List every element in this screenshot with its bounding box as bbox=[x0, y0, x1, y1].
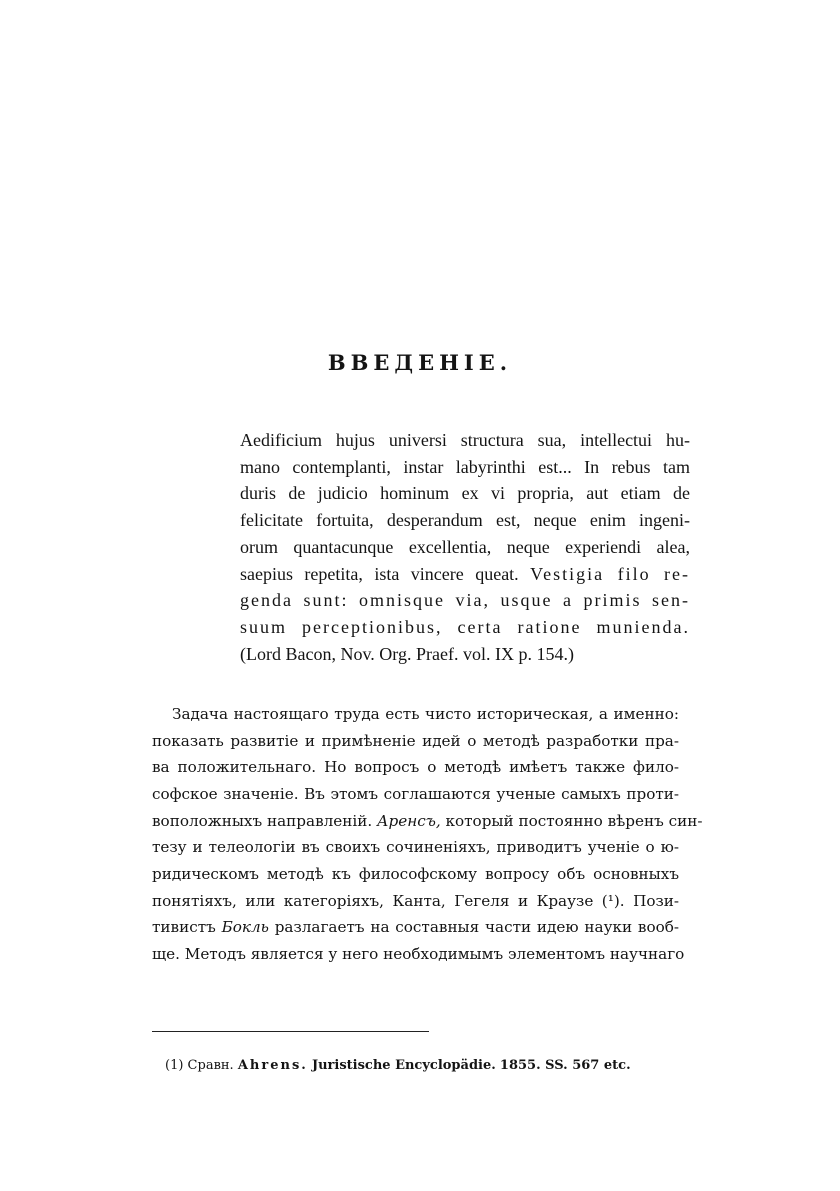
epigraph-spaced-segment: Vestigia filo re- bbox=[530, 563, 690, 584]
epigraph-block bbox=[240, 427, 690, 667]
footnote-divider bbox=[152, 1031, 429, 1032]
body-segment: тивистъ bbox=[152, 918, 216, 937]
epigraph-line: genda sunt: omnisque via, usque a primis sen- bbox=[240, 590, 690, 611]
epigraph-citation: (Lord Bacon, Nov. Org. Praef. vol. IX p. 154.) bbox=[240, 643, 574, 664]
epigraph-line: orum quantacunque excellentia, neque experiendi alea, bbox=[240, 536, 690, 557]
body-line: ще. Методъ является у него необходимымъ элементомъ научнаго bbox=[152, 944, 685, 963]
epigraph-segment: saepius repetita, ista vincere queat. bbox=[240, 563, 519, 584]
body-text bbox=[152, 701, 703, 968]
body-line: ва положительнаго. Но вопросъ о методѣ имѣетъ также фило- bbox=[152, 758, 679, 777]
footnote-marker: (1) Сравн. bbox=[165, 1058, 234, 1073]
epigraph-line: mano contemplanti, instar labyrinthi est... In rebus tam bbox=[240, 456, 690, 477]
epigraph-line-split bbox=[240, 561, 690, 588]
footnote-author: Ahrens. bbox=[237, 1058, 308, 1073]
body-line-with-italic bbox=[152, 808, 703, 835]
body-line: софское значеніе. Въ этомъ соглашаются ученые самыхъ проти- bbox=[152, 784, 679, 803]
epigraph-line: suum perceptionibus, certa ratione munienda. bbox=[240, 616, 690, 637]
author-name-italic: Аренсъ, bbox=[377, 811, 441, 830]
epigraph-line: felicitate fortuita, desperandum est, neque enim ingeni- bbox=[240, 510, 690, 531]
body-line-with-italic bbox=[152, 914, 679, 941]
footnote bbox=[165, 1058, 631, 1073]
body-line: тезу и телеологіи въ своихъ сочиненіяхъ, приводитъ ученіе о ю- bbox=[152, 838, 679, 857]
body-line: понятіяхъ, или категоріяхъ, Канта, Гегеля и Краузе (¹). Пози- bbox=[152, 891, 679, 910]
body-line: показать развитіе и примѣненіе идей о методѣ разработки пра- bbox=[152, 731, 679, 750]
body-segment: разлагаетъ на составныя части идею науки вооб- bbox=[274, 918, 680, 937]
footnote-work: Juristische Encyclopädie. bbox=[311, 1058, 496, 1073]
body-segment: воположныхъ направленій. bbox=[152, 811, 373, 830]
epigraph-line: duris de judicio hominum ex vi propria, aut etiam de bbox=[240, 483, 690, 504]
author-name-italic: Бокль bbox=[221, 918, 269, 937]
epigraph-line: Aedificium hujus universi structura sua, intellectui hu- bbox=[240, 430, 690, 450]
body-segment: который постоянно вѣренъ син- bbox=[445, 811, 703, 830]
body-line: ридическомъ методѣ къ философскому вопросу объ основныхъ bbox=[152, 864, 679, 883]
chapter-title: ВВЕДЕНІЕ. bbox=[327, 350, 513, 375]
footnote-details: 1855. SS. 567 etc. bbox=[499, 1058, 631, 1073]
body-line: Задача настоящаго труда есть чисто историческая, а именно: bbox=[172, 705, 679, 723]
